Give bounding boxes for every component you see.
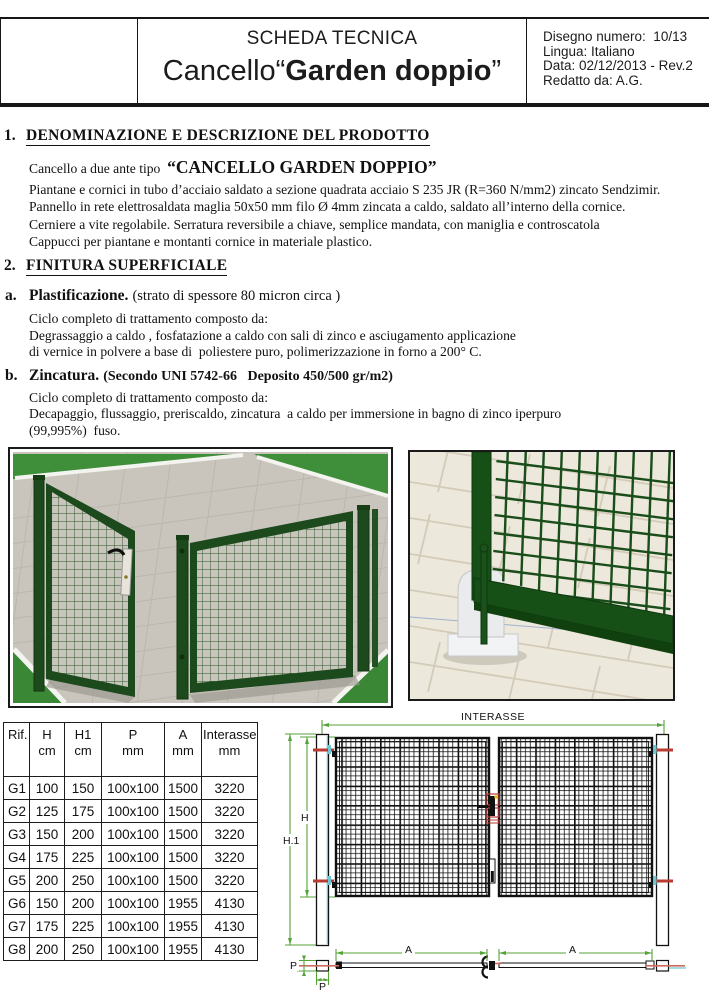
drop-bolt-rod — [481, 548, 487, 644]
item-a-note: (strato di spessore 80 micron circa ) — [132, 288, 341, 304]
p-bottom-label: P — [319, 981, 327, 993]
photo-gate-foot-detail — [408, 450, 675, 701]
a-right-label: A — [569, 944, 577, 956]
product-title-suffix: ” — [491, 55, 502, 87]
col-header-h: H cm — [30, 723, 65, 777]
treatment-line: Ciclo completo di trattamento composto da: — [29, 311, 268, 326]
table-row: G4 175 225 100x100 1500 3220 — [4, 846, 258, 869]
post-cap — [357, 505, 370, 510]
post-right — [657, 735, 669, 946]
lock-cylinder — [494, 795, 497, 798]
drop-bolt — [490, 859, 496, 883]
dimension-a-left — [336, 944, 487, 961]
section1-number: 1. — [4, 127, 16, 144]
col-header-rif: Rif. — [4, 723, 30, 777]
col-header-interasse: Interasse mm — [202, 723, 258, 777]
doc-type-title: SCHEDA TECNICA — [246, 28, 418, 49]
dimension-p-bottom — [317, 971, 329, 993]
spec-table-header-row — [4, 723, 258, 777]
table-row: G8 200 250 100x100 1955 4130 — [4, 938, 258, 961]
dimension-interasse — [322, 711, 664, 735]
gate-post — [358, 507, 369, 671]
gate-post — [177, 537, 188, 699]
gate-leaf-right — [499, 738, 652, 896]
plan-view — [299, 957, 686, 978]
section2-number: 2. — [4, 257, 16, 274]
plan-lock-body — [489, 961, 495, 970]
drop-bolt-knob — [480, 544, 488, 552]
post-cap — [176, 535, 189, 540]
item-a-title-row — [29, 287, 340, 305]
p-side-label: P — [290, 960, 298, 972]
treatment-line: Degrassaggio a caldo , fosfatazione a caldo con sali di zinco e asciugamento applicazione — [29, 327, 516, 343]
h-label: H — [301, 812, 309, 824]
fence-post — [372, 509, 378, 667]
photo-gate-open — [8, 447, 393, 708]
treatment-line: Ciclo completo di trattamento composto da: — [29, 390, 268, 405]
treatment-line: (99,995%) fuso. — [29, 422, 121, 438]
spec-table — [3, 722, 258, 961]
product-title-name: Garden doppio — [285, 55, 492, 87]
table-row: G5 200 250 100x100 1500 3220 — [4, 869, 258, 892]
gate-post — [34, 477, 44, 691]
section1-description — [29, 155, 705, 250]
doc-info-author: Redatto da: A.G. — [543, 72, 643, 88]
doc-info-language: Lingua: Italiano — [543, 43, 635, 59]
description-line: Cerniere a vite regolabile. Serratura reversibile a chiave, semplice mandata, con maniglia e controscatola — [29, 216, 600, 232]
table-row: G3 150 200 100x100 1500 3220 — [4, 823, 258, 846]
plan-leaf-left — [336, 963, 487, 968]
treatment-line: di vernice in polvere a base di poliestere puro, polimerizzazione in forno a 200° C. — [29, 344, 482, 359]
table-row: G7 175 225 100x100 1955 4130 — [4, 915, 258, 938]
item-b-note: (Secondo UNI 5742-66 Deposito 450/500 gr/m2) — [103, 369, 393, 384]
dimension-a-right — [499, 944, 652, 961]
section2-heading: FINITURA SUPERFICIALE — [26, 257, 228, 274]
header-title-cell — [137, 19, 526, 103]
keyhole — [124, 575, 128, 579]
doc-info-cell — [526, 19, 709, 103]
gate-leaf-left — [336, 738, 489, 896]
description-line: Pannello in rete elettrosaldata maglia 50x50 mm filo Ø 4mm zincata a caldo, saldato all’interno della cornice. — [29, 199, 626, 215]
col-header-h1: H1 cm — [65, 723, 102, 777]
logo-cell — [0, 19, 137, 103]
description-line: Cappucci per piantane e montanti cornice in materiale plastico. — [29, 233, 373, 249]
h1-label: H.1 — [283, 835, 300, 847]
item-b-lines — [29, 390, 689, 439]
item-a-title: Plastificazione. — [29, 287, 129, 304]
table-row: G2 125 175 100x100 1500 3220 — [4, 800, 258, 823]
post-cap — [33, 475, 45, 480]
handle — [477, 805, 488, 808]
item-a-letter: a. — [5, 287, 17, 304]
product-title-prefix: Cancello“ — [162, 55, 286, 87]
table-row: G1 100 150 100x100 1500 3220 — [4, 777, 258, 800]
dimension-h1 — [283, 734, 316, 945]
a-left-label: A — [405, 944, 413, 956]
hinge-knob — [180, 655, 185, 660]
col-header-a: A mm — [165, 723, 202, 777]
lock-plate — [121, 549, 132, 595]
item-b-title-row — [29, 367, 393, 385]
doc-info-date-rev: Data: 02/12/2013 - Rev.2 — [543, 58, 693, 74]
item-b-title: Zincatura. — [29, 367, 100, 384]
photo-gate-foot-scene — [410, 452, 673, 699]
interasse-label: INTERASSE — [460, 711, 526, 723]
treatment-line: Decapaggio, flussaggio, preriscaldo, zincatura a caldo per immersione in bagno di zinco iperpuro — [29, 406, 562, 422]
doc-info-drawing-number: Disegno numero: 10/13 — [543, 29, 688, 44]
plan-leaf-right — [499, 963, 646, 968]
table-row: G6 150 200 100x100 1955 4130 — [4, 892, 258, 915]
item-a-lines — [29, 311, 689, 361]
photo-gate-open-scene — [10, 449, 391, 706]
description-intro: Cancello a due ante tipo “CANCELLO GARDEN DOPPIO” — [29, 157, 437, 177]
item-b-letter: b. — [5, 367, 18, 384]
section1-heading: DENOMINAZIONE E DESCRIZIONE DEL PRODOTTO — [26, 127, 430, 144]
col-header-p: P mm — [102, 723, 165, 777]
product-name-inline: “CANCELLO GARDEN DOPPIO” — [167, 157, 437, 177]
header-table — [0, 17, 709, 107]
hinge-knob — [180, 549, 185, 554]
technical-drawing — [283, 708, 709, 1006]
product-title — [138, 55, 526, 88]
description-line: Piantane e cornici in tubo d’acciaio saldato a sezione quadrata acciaio S 235 JR (R=360 N/mm2) zincato Sendzimir. — [29, 182, 661, 197]
